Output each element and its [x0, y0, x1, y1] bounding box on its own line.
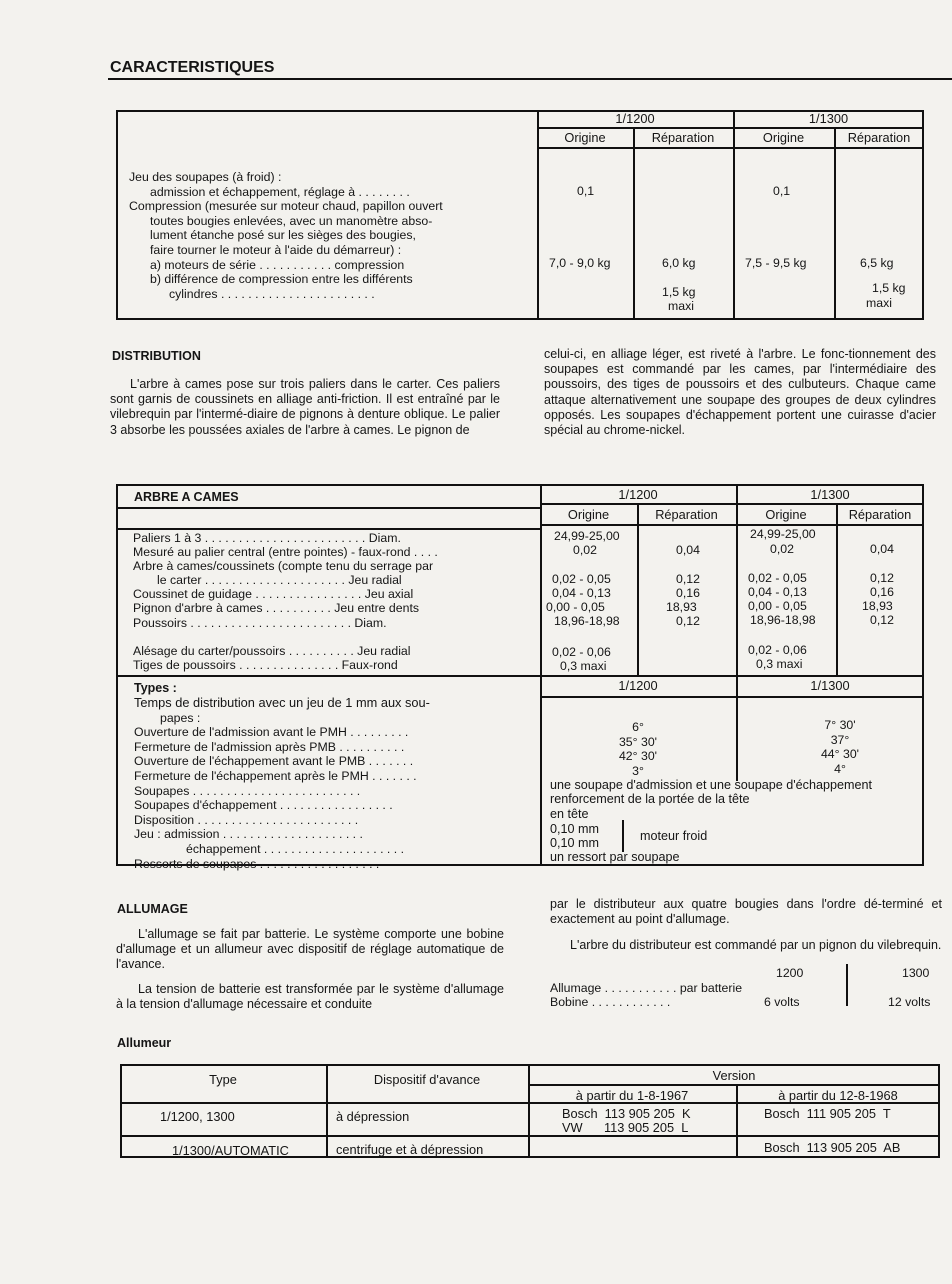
t2-label: Mesuré au palier central (entre pointes) - faux-rond . . . .	[133, 545, 438, 559]
t1-row: a) moteurs de série . . . . . . . . . . . compression	[150, 257, 405, 272]
allumeur-hdr-version: Version	[712, 1068, 756, 1083]
allumage-text-right-2: L'arbre du distributeur est commandé par un pignon du vilebrequin.	[570, 938, 942, 952]
allumeur-hdr-type: Type	[209, 1072, 237, 1087]
t2-types-1300: 1/1300	[810, 678, 850, 693]
t2-o1300: 0,04 - 0,13	[748, 585, 807, 599]
t2-jeu-admission: 0,10 mm	[550, 822, 599, 836]
t1-comp-r1200: 6,0 kg	[662, 256, 696, 270]
t1-row: faire tourner le moteur à l'aide du démarreur) :	[150, 242, 402, 257]
t2-r1200: 0,12	[676, 614, 700, 628]
t1-row: lument étanche posé sur les sièges des bougies,	[150, 228, 416, 243]
t2-o1300: 0,02	[770, 542, 794, 556]
distribution-text-right: celui-ci, en alliage léger, est riveté à l'arbre. Le fonc-tionnement des soupapes est commandé par les cames, par l'intermédiaire des poussoirs, des tiges de poussoirs et des culbuteurs. Chaque came attaque alternativement une soupape des groupes de deux cylindres opposés. Les soupapes d'échappement portent une cuirasse d'acier spécial au chrome-nickel.	[544, 347, 936, 438]
t2-soupapes-echappement: renforcement de la portée de la tête	[550, 792, 750, 806]
allumeur-heading: Allumeur	[117, 1036, 172, 1050]
t2-r1200: 0,16	[676, 586, 700, 600]
allumeur-row1-disp: à dépression	[336, 1109, 410, 1124]
t2-label: Poussoirs . . . . . . . . . . . . . . . . . . . . . . . . Diam.	[133, 616, 387, 630]
t2-label: Coussinet de guidage . . . . . . . . . . . . . . . . Jeu axial	[133, 587, 414, 601]
t2-label: Paliers 1 à 3 . . . . . . . . . . . . . . . . . . . . . . . . Diam.	[133, 531, 401, 545]
t1-reparation-1200: Réparation	[651, 130, 715, 145]
allumage-bobine-1200: 6 volts	[764, 995, 800, 1009]
t2-timing-row: Soupapes . . . . . . . . . . . . . . . . . . . . . . . . .	[134, 783, 361, 798]
t2-o1300: 0,00 - 0,05	[748, 599, 807, 613]
t2-origine-1200: Origine	[567, 507, 610, 522]
t1-comp-r1300: 6,5 kg	[860, 256, 894, 270]
t2-o1200: 24,99-25,00	[554, 529, 620, 543]
t1-jeu-1300: 0,1	[773, 184, 791, 198]
t1-row: cylindres . . . . . . . . . . . . . . . . . . . . . . .	[169, 286, 375, 301]
t1-diff-1200-maxi: maxi	[668, 299, 694, 313]
allumage-text-left-1: L'allumage se fait par batterie. Le système comporte une bobine d'allumage et un allumeur avec dispositif de réglage automatique de l'avance.	[116, 927, 504, 972]
t2-label: Alésage du carter/poussoirs . . . . . . . . . . Jeu radial	[133, 644, 411, 658]
t1-group-1200: 1/1200	[615, 111, 655, 126]
t2-o1200: 0,02 - 0,05	[552, 572, 611, 586]
t2-o1200: 0,02 - 0,06	[552, 645, 611, 659]
t2-jeu-note: moteur froid	[640, 829, 708, 843]
t1-comp-o1300: 7,5 - 9,5 kg	[745, 256, 807, 270]
title-rule	[108, 78, 952, 80]
t2-o1200: 18,96-18,98	[554, 614, 620, 628]
t2-timing-row: Ouverture de l'échappement avant le PMB . . . . . . .	[134, 754, 414, 769]
allumeur-row1-v1a: Bosch 113 905 205 K	[562, 1106, 691, 1121]
t1-row: admission et échappement, réglage à . . . . . . . .	[150, 184, 410, 199]
t2-o1300: 18,96-18,98	[750, 613, 816, 627]
allumeur-version-1968: à partir du 12-8-1968	[778, 1088, 898, 1103]
t2-group-1300: 1/1300	[810, 487, 850, 502]
t1-jeu-1200: 0,1	[577, 184, 595, 198]
t2-r1300: 0,16	[870, 585, 894, 599]
t1-diff-1300: 1,5 kg	[872, 281, 906, 295]
t1-diff-1200: 1,5 kg	[662, 285, 696, 299]
t2-disposition: en tête	[550, 807, 589, 821]
t2-label: Pignon d'arbre à cames . . . . . . . . . . Jeu entre dents	[133, 601, 420, 615]
t2-types-1200: 1/1200	[618, 678, 658, 693]
t2-timing-row: Fermeture de l'admission après PMB . . . . . . . . . .	[134, 739, 405, 754]
t2-timing-row: Ouverture de l'admission avant le PMH . . . . . . . . .	[134, 725, 409, 740]
t2-o1300: 0,3 maxi	[756, 657, 803, 671]
t2-r1200: 0,04	[676, 543, 700, 557]
t1-group-1300: 1/1300	[808, 111, 849, 126]
t2-r1300: 0,04	[870, 542, 894, 556]
t2-timing-row: papes :	[160, 710, 201, 725]
t2-label: Tiges de poussoirs . . . . . . . . . . . . . . . Faux-rond	[133, 658, 398, 672]
t2-reparation-1200: Réparation	[655, 507, 718, 522]
t2-timing-row: Disposition . . . . . . . . . . . . . . . . . . . . . . . .	[134, 812, 359, 827]
allumage-row-bobine: Bobine . . . . . . . . . . . .	[550, 995, 671, 1009]
t2-r1300: 0,12	[870, 571, 894, 585]
allumage-row-allumage: Allumage . . . . . . . . . . . par batterie	[550, 981, 743, 995]
allumeur-row1-type: 1/1200, 1300	[160, 1109, 235, 1124]
t1-comp-o1200: 7,0 - 9,0 kg	[549, 256, 611, 270]
allumage-text-right-1: par le distributeur aux quatre bougies dans l'ordre dé-terminé et exactement au point d'allumage.	[550, 897, 942, 927]
t2-label: le carter . . . . . . . . . . . . . . . . . . . . . Jeu radial	[157, 573, 402, 587]
t2-r1200: 18,93	[666, 600, 697, 614]
t2-origine-1300: Origine	[765, 507, 807, 522]
distribution-heading: DISTRIBUTION	[112, 349, 201, 363]
t2-timing-row: Ressorts de soupapes . . . . . . . . . . . . . . . . . .	[134, 856, 380, 871]
t2-timing-row: Soupapes d'échappement . . . . . . . . . . . . . . . . .	[134, 798, 393, 813]
t2-timing-row: Jeu : admission . . . . . . . . . . . . . . . . . . . . .	[134, 827, 363, 842]
allumeur-row1-v2: Bosch 111 905 205 T	[764, 1106, 891, 1121]
allumage-bobine-1300: 12 volts	[888, 995, 931, 1009]
t2-ressorts: un ressort par soupape	[550, 850, 680, 864]
allumeur-row2-type: 1/1300/AUTOMATIC	[172, 1143, 289, 1158]
allumeur-hdr-dispositif: Dispositif d'avance	[373, 1072, 481, 1087]
t2-o1200: 0,00 - 0,05	[546, 600, 605, 614]
t2-timing-row: Temps de distribution avec un jeu de 1 mm aux sou-	[134, 695, 430, 710]
page-title: CARACTERISTIQUES	[110, 59, 275, 76]
t2-title: ARBRE A CAMES	[134, 490, 239, 504]
t1-row: b) différence de compression entre les différents	[150, 272, 413, 287]
t1-row: Compression (mesurée sur moteur chaud, papillon ouvert	[129, 199, 443, 214]
t1-origine-1300: Origine	[762, 130, 805, 145]
t1-row: Jeu des soupapes (à froid) :	[129, 170, 282, 184]
t2-label: Arbre à cames/coussinets (compte tenu du serrage par	[133, 559, 434, 573]
t2-o1200: 0,3 maxi	[560, 659, 607, 673]
t2-timing-row: échappement . . . . . . . . . . . . . . . . . . . . .	[186, 841, 405, 856]
t2-o1300: 0,02 - 0,05	[748, 571, 807, 585]
allumage-text-left-2: La tension de batterie est transformée par le système d'allumage à la tension d'allumage nécessaire et conduite	[116, 982, 504, 1012]
allumage-col-1300: 1300	[902, 966, 930, 980]
t1-diff-1300-maxi: maxi	[866, 296, 892, 310]
t2-timing-row: Fermeture de l'échappement après le PMH . . . . . . .	[134, 768, 417, 783]
t2-r1300: 0,12	[870, 613, 894, 627]
allumeur-row1-v1b: VW 113 905 205 L	[562, 1120, 689, 1135]
t2-o1300: 0,02 - 0,06	[748, 643, 807, 657]
t2-o1300: 24,99-25,00	[750, 527, 816, 541]
t2-r1300: 18,93	[862, 599, 893, 613]
t2-o1200: 0,04 - 0,13	[552, 586, 611, 600]
t2-soupapes: une soupape d'admission et une soupape d'échappement	[550, 778, 872, 792]
t2-types-label: Types :	[134, 681, 177, 695]
t2-reparation-1300: Réparation	[848, 507, 912, 522]
allumage-heading: ALLUMAGE	[117, 902, 188, 916]
allumeur-row2-disp: centrifuge et à dépression	[336, 1142, 484, 1157]
allumeur-version-1967: à partir du 1-8-1967	[575, 1088, 689, 1103]
t2-r1200: 0,12	[676, 572, 700, 586]
t2-o1200: 0,02	[573, 543, 597, 557]
allumage-col-1200: 1200	[776, 966, 804, 980]
t1-origine-1200: Origine	[564, 130, 606, 145]
t2-jeu-echappement: 0,10 mm	[550, 836, 599, 850]
allumeur-row2-v2: Bosch 113 905 205 AB	[764, 1140, 901, 1155]
t2-timing-1200: 6° 35° 30' 42° 30' 3°	[618, 720, 658, 778]
t2-timing-1300: 7° 30' 37° 44° 30' 4°	[820, 718, 860, 776]
t1-reparation-1300: Réparation	[847, 130, 911, 145]
t2-group-1200: 1/1200	[618, 487, 658, 502]
t1-row: toutes bougies enlevées, avec un manomètre abso-	[150, 213, 433, 228]
distribution-text-left: L'arbre à cames pose sur trois paliers dans le carter. Ces paliers sont garnis de coussinets en alliage anti-friction. Il est entraîné par le vilebrequin par l'intermé-diaire de pignons à denture oblique. Le palier 3 absorbe les poussées axiales de l'arbre à cames. Le pignon de	[110, 377, 500, 437]
